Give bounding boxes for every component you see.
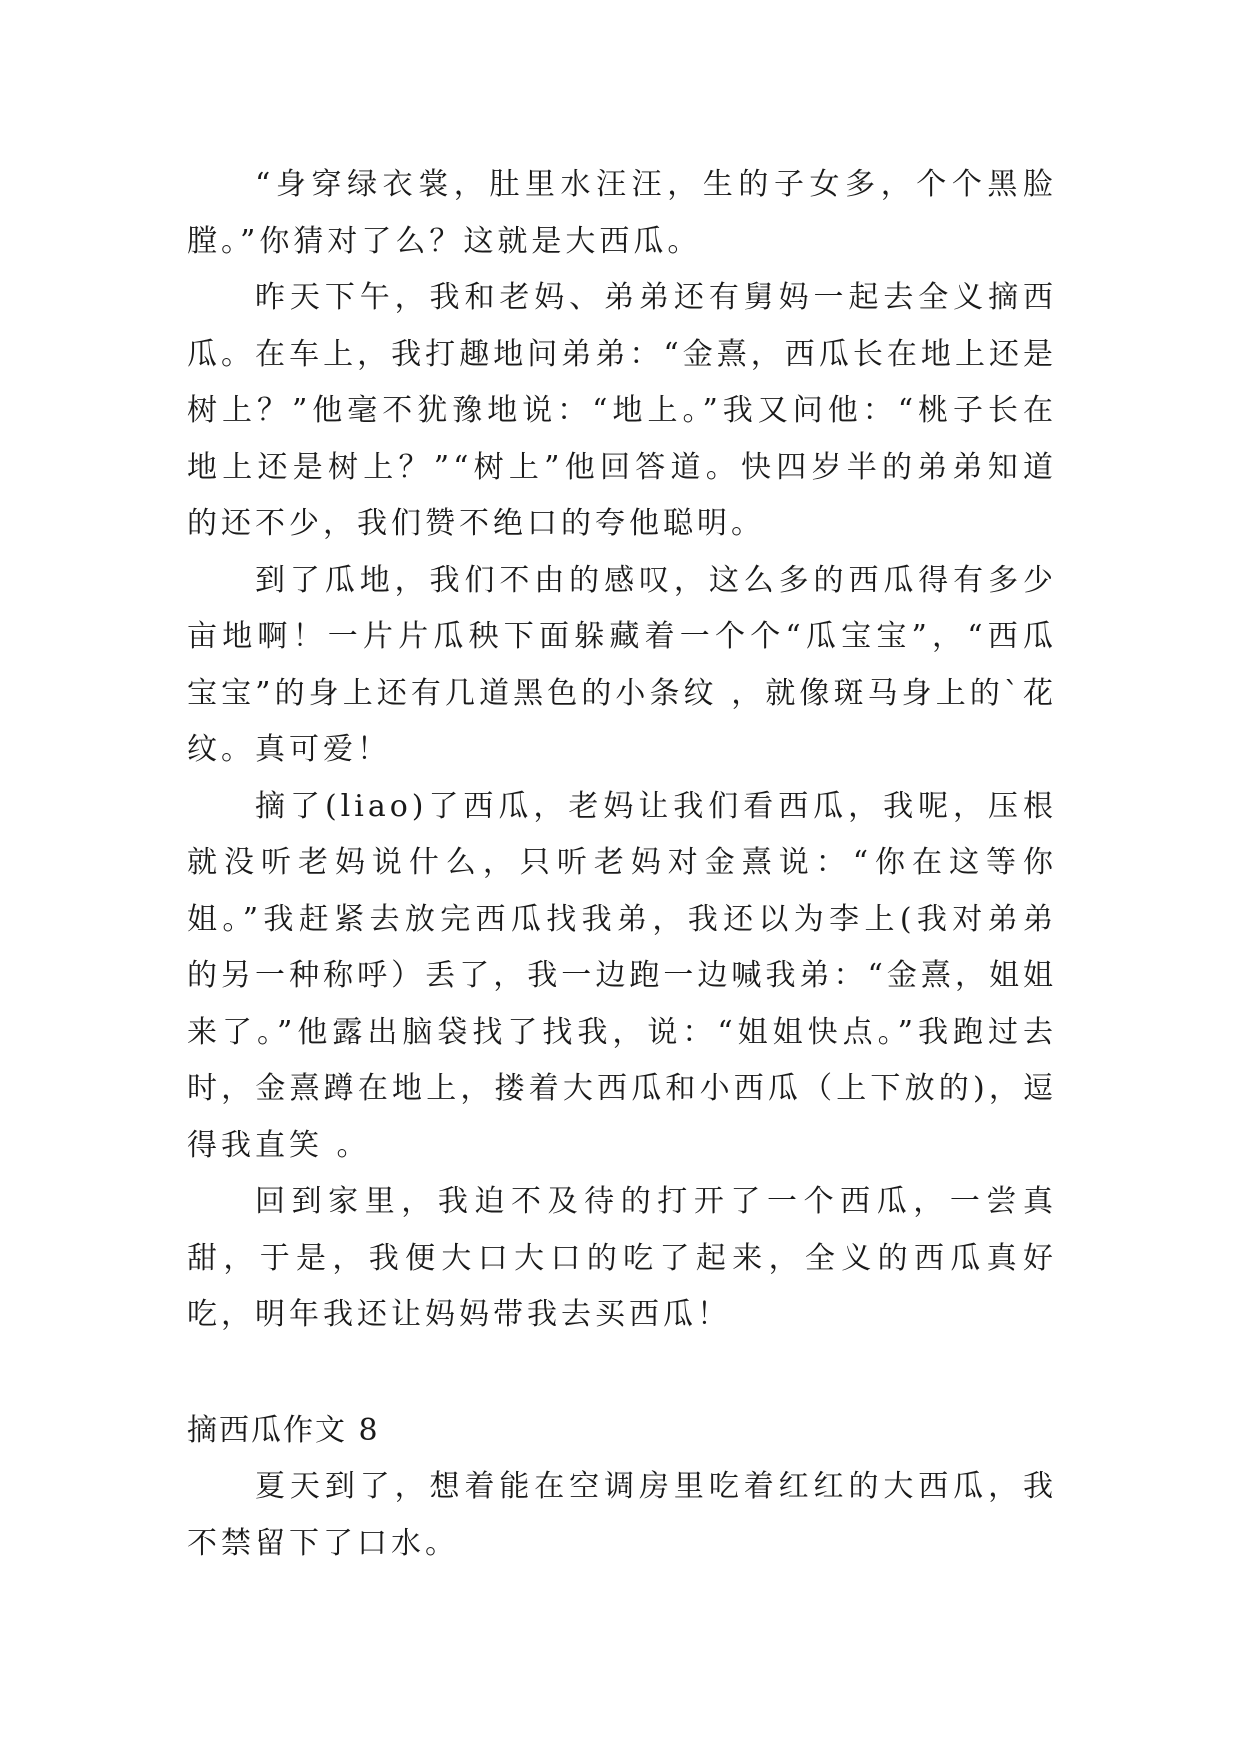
document-body [187, 157, 1057, 1572]
section-title: 摘西瓜作文 8 [187, 1412, 380, 1448]
paragraph-melon-field: 到了瓜地，我们不由的感叹，这么多的西瓜得有多少亩地啊！一片片瓜秧下面躲藏着一个个“瓜宝宝”，“西瓜宝宝”的身上还有几道黑色的小条纹 ，就像斑马身上的`花纹。真可爱！ [187, 562, 1057, 767]
paragraph-riddle: “身穿绿衣裳，肚里水汪汪，生的子女多，个个黑脸膛。”你猜对了么？这就是大西瓜。 [187, 167, 1057, 259]
paragraph-summer: 夏天到了，想着能在空调房里吃着红红的大西瓜，我不禁留下了口水。 [187, 1469, 1057, 1561]
paragraph-home: 回到家里，我迫不及待的打开了一个西瓜，一尝真甜，于是，我便大口大口的吃了起来，全义的西瓜真好吃，明年我还让妈妈带我去买西瓜！ [187, 1184, 1057, 1332]
paragraph-picking: 摘了(liao)了西瓜，老妈让我们看西瓜，我呢，压根就没听老妈说什么，只听老妈对金熹说：“你在这等你姐。”我赶紧去放完西瓜找我弟，我还以为李上(我对弟弟的另一种称呼）丢了，我一边跑一边喊我弟：“金熹，姐姐来了。”他露出脑袋找了找我，说：“姐姐快点。”我跑过去时，金熹蹲在地上，搂着大西瓜和小西瓜（上下放的)，逗得我直笑 。 [187, 788, 1057, 1163]
paragraph-car-ride: 昨天下午，我和老妈、弟弟还有舅妈一起去全义摘西瓜。在车上，我打趣地问弟弟：“金熹，西瓜长在地上还是树上？”他毫不犹豫地说：“地上。”我又问他：“桃子长在地上还是树上？”“树上”他回答道。快四岁半的弟弟知道的还不少，我们赞不绝口的夸他聪明。 [187, 280, 1057, 541]
